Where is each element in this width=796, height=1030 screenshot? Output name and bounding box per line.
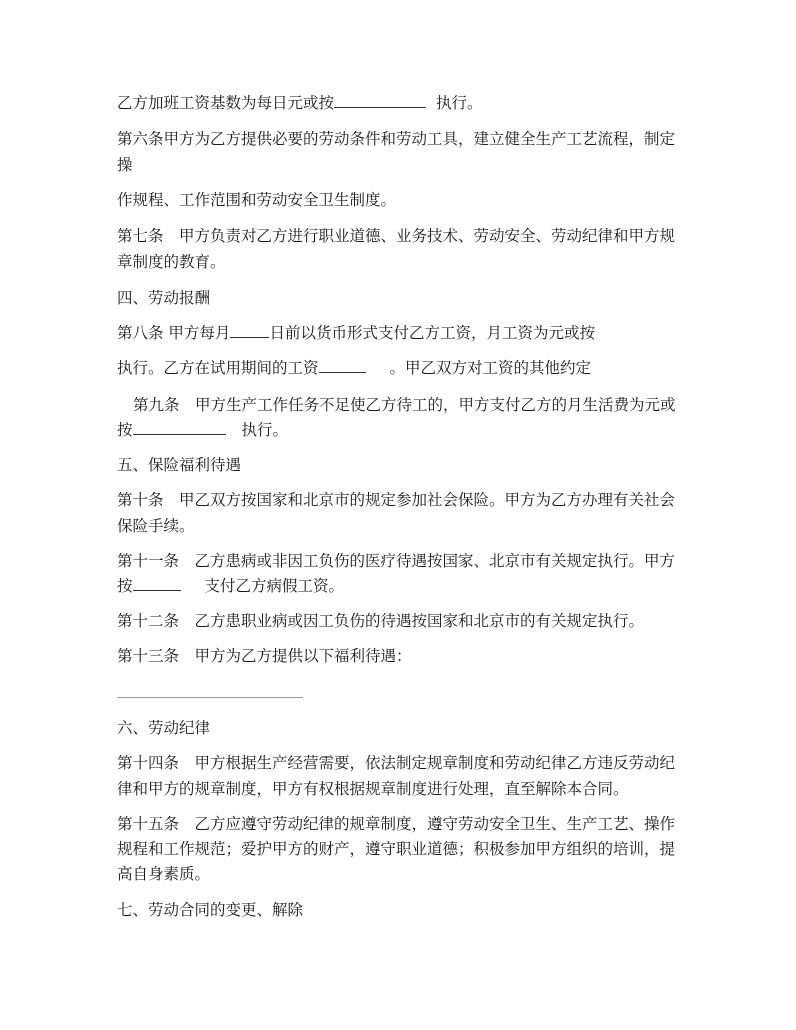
text-line: 操 [117,156,133,174]
section-heading: 七、劳动合同的变更、解除 [117,901,304,919]
text-line: 规程和工作规范；爱护甲方的财产，遵守职业道德；积极参加甲方组织的培训，提 [117,840,676,858]
text-segment: 按 [117,421,133,439]
text-segment: 。甲乙双方对工资的其他约定 [389,359,592,377]
text-line: 第十一条 乙方患病或非因工负伤的医疗待遇按国家、北京市有关规定执行。甲方 [117,552,676,570]
text-line: 高自身素质。 [117,865,211,883]
section-heading: 四、劳动报酬 [117,289,211,307]
text-segment: 按 [117,577,133,595]
text-segment: 执行。 [241,421,289,439]
text-segment: 支付乙方病假工资。 [204,577,345,595]
text-line [117,358,591,378]
blank-underline [334,94,426,108]
text-line [117,576,344,596]
text-line: 第七条 甲方负责对乙方进行职业道德、业务技术、劳动安全、劳动纪律和甲方规 [117,227,676,245]
text-line: 第六条甲方为乙方提供必要的劳动条件和劳动工具，建立健全生产工艺流程，制定 [117,130,676,148]
blank-underline [319,359,366,373]
blank-underline [133,421,226,435]
text-line: 第十条 甲乙双方按国家和北京市的规定参加社会保险。甲方为乙方办理有关社会 [117,491,676,509]
text-line: 第九条 甲方生产工作任务不足使乙方待工的，甲方支付乙方的月生活费为元或 [133,396,676,414]
text-segment: 执行。乙方在试用期间的工资 [117,359,319,377]
text-line: 作规程、工作范围和劳动安全卫生制度。 [117,191,397,209]
text-segment: 日前以货币形式支付乙方工资，月工资为元或按 [269,324,595,342]
text-line: 保险手续。 [117,517,195,535]
text-segment: 执行。 [436,94,483,112]
text-segment: 乙方加班工资基数为每日元或按 [117,94,335,112]
section-heading: 五、保险福利待遇 [117,456,242,474]
text-line [117,323,595,343]
text-line [117,420,288,440]
text-segment: 第八条 甲方每月 [117,324,231,342]
blank-rule-line [117,697,303,698]
text-line: 第十二条 乙方患职业病或因工负伤的待遇按国家和北京市的有关规定执行。 [117,612,645,630]
text-line: 第十四条 甲方根据生产经营需要，依法制定规章制度和劳动纪律乙方违反劳动纪 [117,754,676,772]
text-line [117,93,483,113]
blank-underline [230,324,269,338]
blank-underline [133,577,181,591]
text-line: 第十五条 乙方应遵守劳动纪律的规章制度，遵守劳动安全卫生、生产工艺、操作 [117,815,676,833]
section-heading: 六、劳动纪律 [117,719,211,737]
text-line: 章制度的教育。 [117,253,226,271]
text-line: 第十三条 甲方为乙方提供以下福利待遇： [117,647,412,665]
text-line: 律和甲方的规章制度，甲方有权根据规章制度进行处理，直至解除本合同。 [117,780,629,798]
